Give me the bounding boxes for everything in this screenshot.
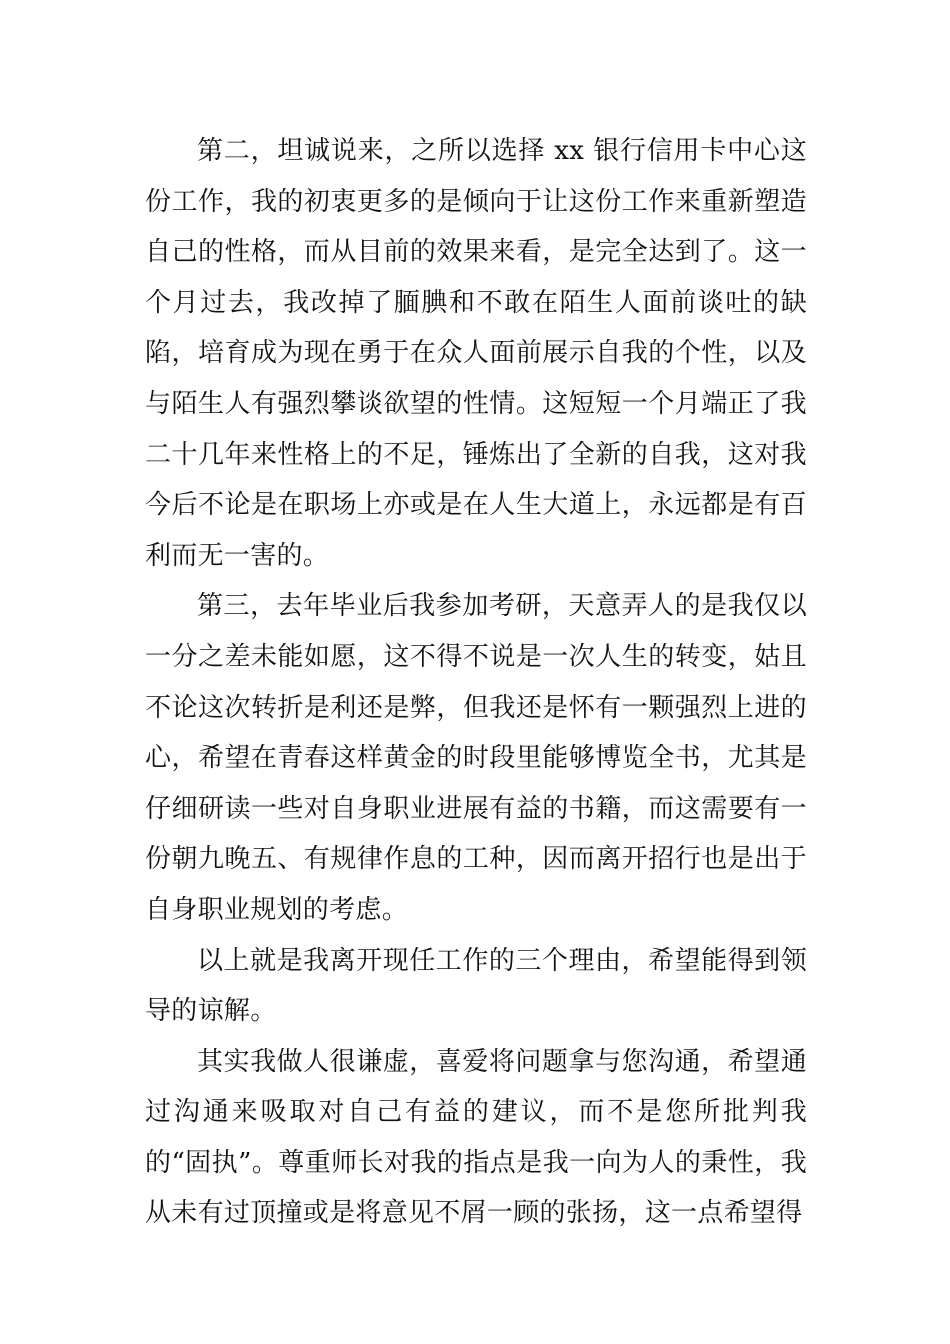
document-page <box>145 126 807 1239</box>
paragraph-summary: 以上就是我离开现任工作的三个理由，希望能得到领导的谅解。 <box>145 945 807 1027</box>
paragraph-reason-two: 第二，坦诚说来，之所以选择 xx 银行信用卡中心这份工作，我的初衷更多的是倾向于让这份工作来重新塑造自己的性格，而从目前的效果来看，是完全达到了。这一个月过去，我改掉了腼腆和不敢在陌生人面前谈吐的缺陷，培育成为现在勇于在众人面前展示自我的个性，以及与陌生人有强烈攀谈欲望的性情。这短短一个月端正了我二十几年来性格上的不足，锤炼出了全新的自我，这对我今后不论是在职场上亦或是在人生大道上，永远都是有百利而无一害的。 <box>145 136 807 571</box>
paragraph-reason-three: 第三，去年毕业后我参加考研，天意弄人的是我仅以一分之差未能如愿，这不得不说是一次人生的转变，姑且不论这次转折是利还是弊，但我还是怀有一颗强烈上进的心，希望在青春这样黄金的时段里能够博览全书，尤其是仔细研读一些对自身职业进展有益的书籍，而这需要有一份朝九晚五、有规律作息的工种，因而离开招行也是出于自身职业规划的考虑。 <box>145 591 807 925</box>
paragraph-personal-note: 其实我做人很谦虚，喜爱将问题拿与您沟通，希望通过沟通来吸取对自己有益的建议，而不是您所批判我的“固执”。尊重师长对我的指点是我一向为人的秉性，我从未有过顶撞或是将意见不屑一顾的张扬，这一点希望得 <box>145 1046 807 1229</box>
